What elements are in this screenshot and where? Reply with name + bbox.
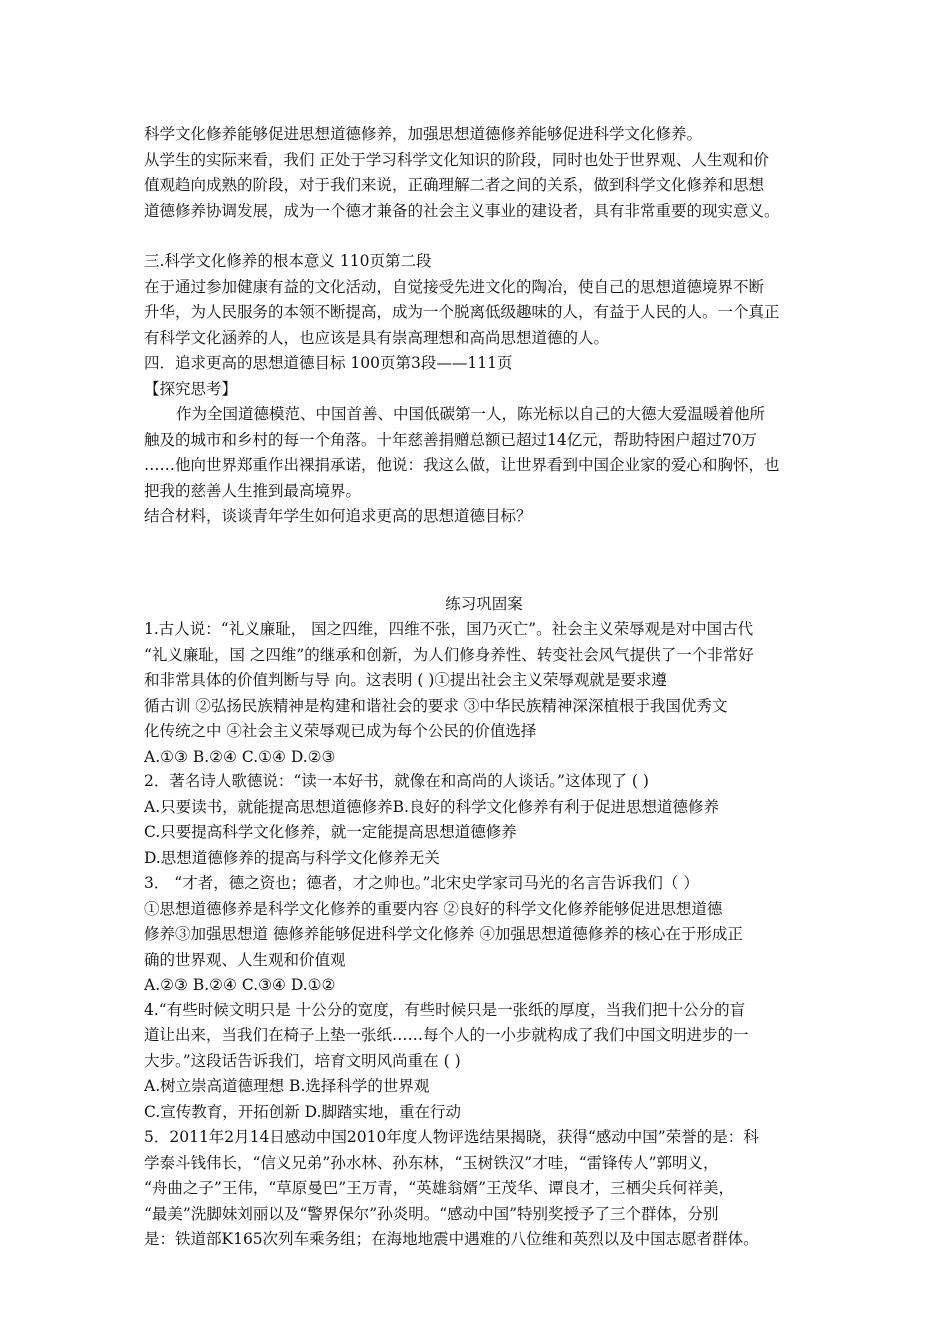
question-line: 道让出来，当我们在椅子上垫一张纸……每个人的一小步就构成了我们中国文明进步的一 bbox=[144, 1026, 749, 1044]
question-3 bbox=[144, 871, 824, 998]
section-heading: 三.科学文化修养的根本意义 110页第二段 bbox=[144, 252, 432, 270]
section-fundamental-meaning bbox=[144, 249, 824, 351]
question-line: 循古训 ②弘扬民族精神是构建和谐社会的要求 ③中华民族精神深深植根于我国优秀文 bbox=[144, 696, 728, 715]
section-relationship-paragraph bbox=[144, 122, 824, 224]
question-line: “最美”洗脚妹刘丽以及“警界保尔”孙炎明。“感动中国”特别奖授予了三个群体，分别 bbox=[144, 1204, 719, 1223]
answer-option: C.宣传教育，开拓创新 D.脚踏实地，重在行动 bbox=[144, 1102, 461, 1121]
question-5 bbox=[144, 1125, 824, 1253]
text-line: 有科学文化涵养的人，也应该是具有崇高理想和高尚思想道德的人。 bbox=[144, 328, 610, 347]
question-line: 5．2011年2月14日感动中国2010年度人物评选结果揭晓，获得“感动中国”荣誉的是：科 bbox=[144, 1128, 759, 1146]
question-2 bbox=[144, 769, 824, 871]
document-content bbox=[144, 122, 824, 1253]
section-heading: 四．追求更高的思想道德目标 100页第3段——111页 bbox=[144, 354, 513, 372]
question-line: 大步。”这段话告诉我们，培育文明风尚重在 ( ) bbox=[144, 1051, 461, 1070]
question-line: 确的世界观、人生观和价值观 bbox=[144, 950, 346, 969]
text-line: 从学生的实际来看，我们 正处于学习科学文化知识的阶段，同时也处于世界观、人生观和价 bbox=[144, 150, 769, 169]
text-line: 升华，为人民服务的本领不断提高，成为一个脱离低级趣味的人，有益于人民的人。一个真正 bbox=[144, 303, 780, 321]
question-line: 2．著名诗人歌德说：“读一本好书，就像在和高尚的人谈话。”这体现了 ( ) bbox=[144, 772, 649, 790]
question-line: 修养③加强思想道 德修养能够促进科学文化修养 ④加强思想道德修养的核心在于形成正 bbox=[144, 925, 743, 943]
question-4 bbox=[144, 998, 824, 1126]
question-line: 4.“有些时候文明只是 十公分的宽度，有些时候只是一张纸的厚度，当我们把十公分的盲 bbox=[144, 1000, 746, 1019]
text-line: ……他向世界郑重作出裸捐承诺，他说：我这么做，让世界看到中国企业家的爱心和胸怀，也 bbox=[144, 456, 780, 474]
text-line: 作为全国道德模范、中国首善、中国低碳第一人，陈光标以自己的大德大爱温暖着他所 bbox=[176, 405, 766, 423]
section-higher-moral-goal bbox=[144, 351, 824, 530]
question-line: 和非常具体的价值判断与导 向。这表明 ( )①提出社会主义荣辱观就是要求遵 bbox=[144, 671, 667, 689]
answer-option: D.思想道德修养的提高与科学文化修养无关 bbox=[144, 848, 440, 867]
text-line: 值观趋向成熟的阶段，对于我们来说，正确理解二者之间的关系，做到科学文化修养和思想 bbox=[144, 176, 765, 194]
text-line: 在于通过参加健康有益的文化活动，自觉接受先进文化的陶冶，使自己的思想道德境界不断 bbox=[144, 277, 765, 296]
question-line: 是：铁道部K165次列车乘务组；在海地地震中遇难的八位维和英烈以及中国志愿者群体。 bbox=[144, 1230, 759, 1248]
text-line: 道德修养协调发展，成为一个德才兼备的社会主义事业的建设者，具有非常重要的现实意义。 bbox=[144, 201, 780, 220]
answer-options: A.①③ B.②④ C.①④ D.②③ bbox=[144, 747, 336, 766]
explore-label: 【探究思考】 bbox=[144, 379, 238, 398]
question-line: “礼义廉耻，国 之四维”的继承和创新，为人们修身养性、转变社会风气提供了一个非常好 bbox=[144, 645, 754, 664]
text-line: 科学文化修养能够促进思想道德修养，加强思想道德修养能够促进科学文化修养。 bbox=[144, 125, 703, 143]
spacer bbox=[144, 530, 824, 592]
answer-option: C.只要提高科学文化修养，就一定能提高思想道德修养 bbox=[144, 823, 517, 841]
question-line: 学泰斗钱伟长，“信义兄弟”孙水林、孙东林，“玉树铁汉”才哇，“雷锋传人”郭明义， bbox=[144, 1153, 719, 1172]
question-line: 1.古人说：“礼义廉耻， 国之四维，四维不张，国乃灭亡”。社会主义荣辱观是对中国古代 bbox=[144, 620, 754, 638]
practice-title: 练习巩固案 bbox=[445, 594, 523, 613]
text-line: 结合材料，谈谈青年学生如何追求更高的思想道德目标？ bbox=[144, 507, 532, 525]
text-line: 触及的城市和乡村的每一个角落。十年慈善捐赠总额已超过14亿元，帮助特困户超过70万 bbox=[144, 430, 757, 449]
text-line: 把我的慈善人生推到最高境界。 bbox=[144, 481, 362, 500]
question-line: 3． “才者，德之资也；德者，才之帅也。”北宋史学家司马光的名言告诉我们（ ） bbox=[144, 874, 699, 892]
answer-option: A.树立崇高道德理想 B.选择科学的世界观 bbox=[144, 1077, 430, 1095]
spacer bbox=[144, 224, 824, 249]
question-1 bbox=[144, 617, 824, 769]
answer-options: A.②③ B.②④ C.③④ D.①② bbox=[144, 976, 336, 994]
question-line: “舟曲之子”王伟，“草原曼巴”王万青，“英雄翁婿”王茂华、谭良才，三栖尖兵何祥美， bbox=[144, 1179, 735, 1197]
question-line: 化传统之中 ④社会主义荣辱观已成为每个公民的价值选择 bbox=[144, 722, 537, 740]
question-line: ①思想道德修养是科学文化修养的重要内容 ②良好的科学文化修养能够促进思想道德 bbox=[144, 899, 723, 918]
answer-option: A.只要读书，就能提高思想道德修养B.良好的科学文化修养有利于促进思想道德修养 bbox=[144, 797, 719, 816]
